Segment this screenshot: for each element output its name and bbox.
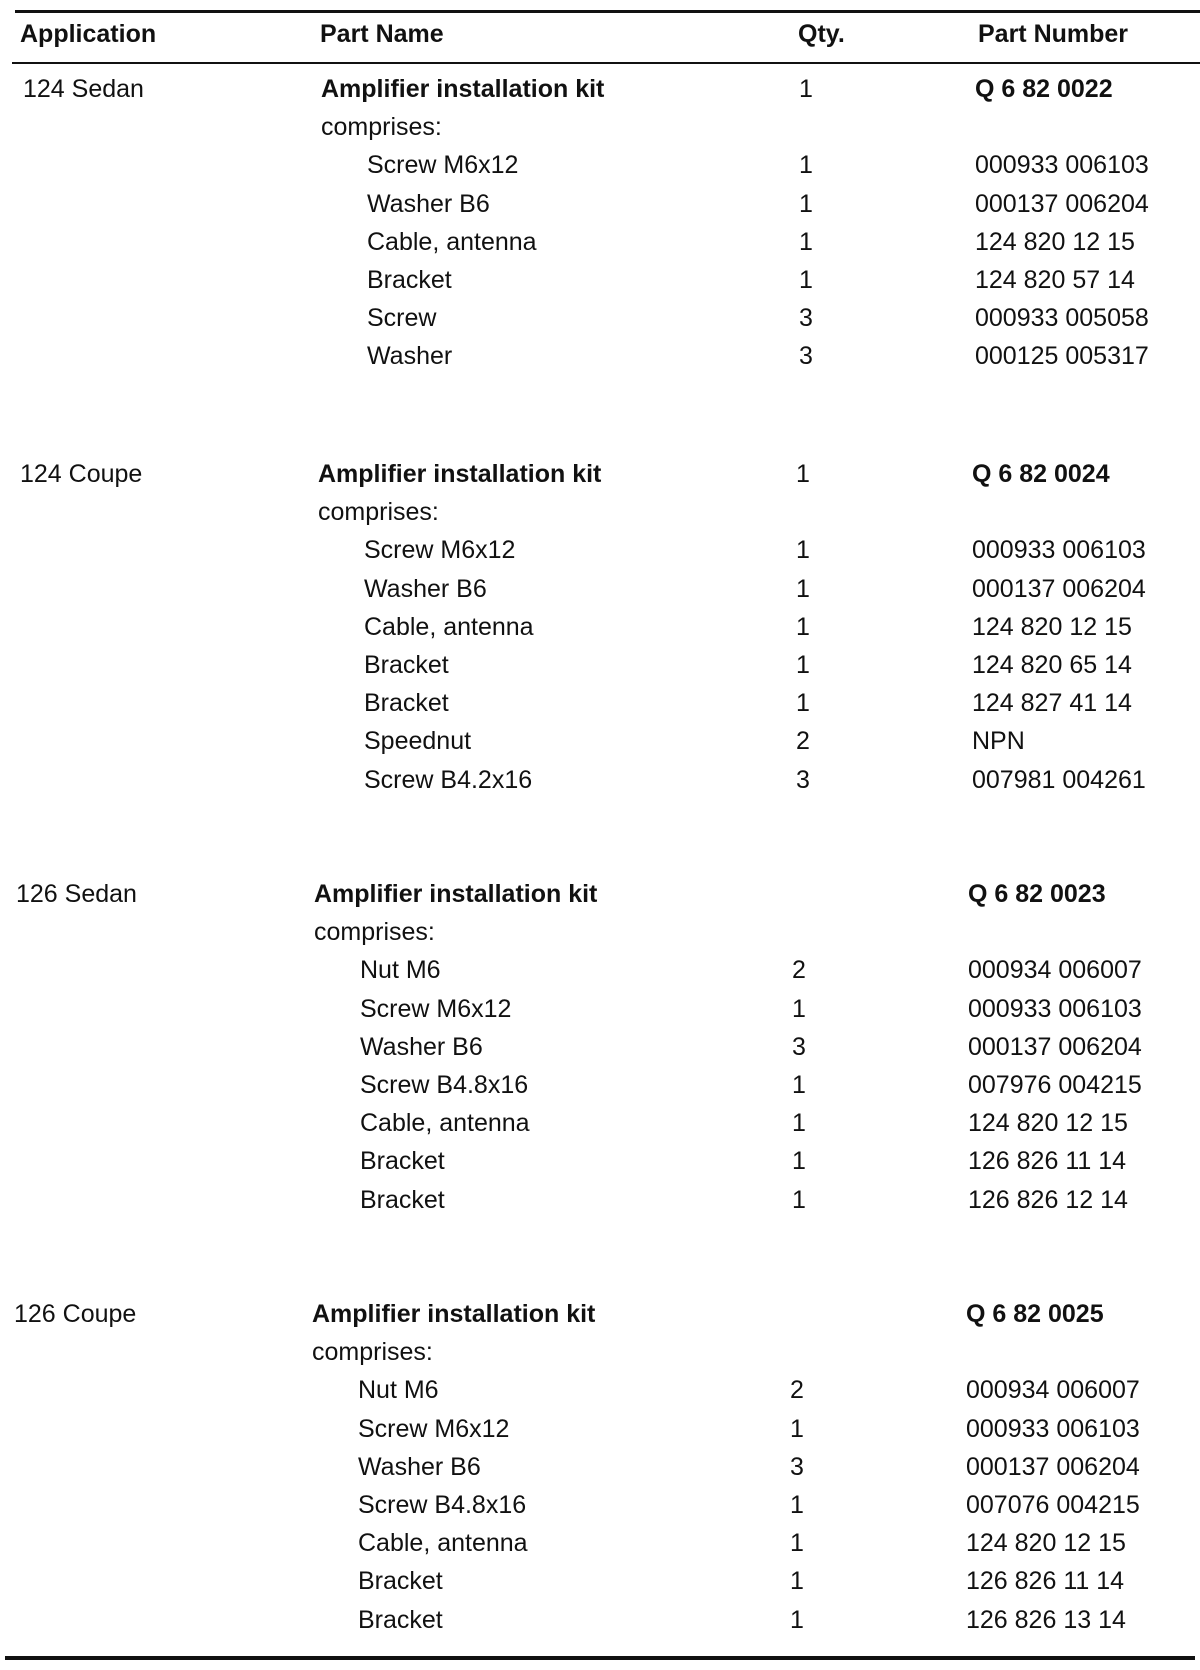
- part-name: Screw B4.8x16: [358, 1491, 527, 1519]
- part-name: Screw: [367, 304, 437, 333]
- kit-part-number: Q 6 82 0025: [966, 1300, 1104, 1328]
- part-qty: 1: [792, 1185, 806, 1214]
- table-row: [0, 684, 1200, 722]
- table-row: [0, 146, 1200, 184]
- part-name: Washer B6: [360, 1032, 483, 1061]
- part-number: 124 820 57 14: [975, 266, 1135, 294]
- part-name: Bracket: [358, 1605, 443, 1634]
- kit-qty: 1: [799, 75, 813, 103]
- kit-part-number: Q 6 82 0023: [968, 880, 1106, 908]
- part-number: 126 826 12 14: [968, 1185, 1128, 1214]
- comprises-row: [0, 1333, 1200, 1371]
- part-name: Screw M6x12: [367, 151, 519, 180]
- part-qty: 1: [796, 574, 810, 603]
- part-name: Bracket: [360, 1185, 445, 1214]
- kit-qty: 1: [796, 460, 810, 488]
- application-label: 126 Sedan: [16, 880, 137, 908]
- header-part-number: Part Number: [978, 20, 1129, 48]
- table-row: [0, 1524, 1200, 1562]
- part-number: 000933 006103: [975, 151, 1149, 180]
- application-label: 126 Coupe: [14, 1300, 137, 1328]
- part-number: 124 820 12 15: [968, 1109, 1128, 1138]
- kit-part-number: Q 6 82 0024: [972, 460, 1110, 488]
- part-qty: 1: [796, 651, 810, 679]
- part-name: Screw B4.8x16: [360, 1071, 529, 1099]
- header-part-name: Part Name: [320, 20, 444, 48]
- part-qty: 3: [796, 765, 810, 794]
- table-row: [0, 1142, 1200, 1180]
- comprises-row: [0, 493, 1200, 531]
- part-name: Cable, antenna: [358, 1529, 528, 1558]
- part-number: NPN: [972, 727, 1025, 756]
- table-row: [0, 299, 1200, 337]
- part-number: 124 820 12 15: [975, 227, 1135, 256]
- kit-part-number: Q 6 82 0022: [975, 75, 1113, 103]
- part-number: 126 826 11 14: [968, 1147, 1127, 1176]
- kit-name: Amplifier installation kit: [318, 460, 602, 488]
- table-row: [0, 608, 1200, 646]
- comprises-row: [0, 108, 1200, 146]
- part-number: 000934 006007: [966, 1376, 1140, 1405]
- part-name: Washer B6: [358, 1452, 481, 1481]
- kit-row: [0, 875, 1200, 913]
- part-number: 000933 006103: [972, 536, 1146, 565]
- part-number: 124 827 41 14: [972, 689, 1132, 718]
- part-name: Bracket: [367, 266, 452, 294]
- kit-name: Amplifier installation kit: [321, 75, 605, 103]
- part-qty: 1: [799, 189, 813, 218]
- part-name: Screw B4.2x16: [364, 765, 533, 794]
- part-name: Cable, antenna: [360, 1109, 530, 1138]
- part-name: Nut M6: [360, 956, 441, 985]
- application-label: 124 Coupe: [20, 460, 143, 488]
- part-number: 124 820 65 14: [972, 651, 1132, 679]
- kit-row: [0, 455, 1200, 493]
- comprises-row: [0, 913, 1200, 951]
- part-qty: 1: [790, 1567, 804, 1596]
- part-number: 000934 006007: [968, 956, 1142, 985]
- part-qty: 1: [799, 151, 813, 180]
- top-rule: [15, 10, 1200, 13]
- header-rule: [12, 62, 1200, 64]
- table-row: [0, 1181, 1200, 1219]
- part-qty: 1: [796, 612, 810, 641]
- part-name: Bracket: [358, 1567, 443, 1596]
- part-name: Bracket: [360, 1147, 445, 1176]
- part-qty: 1: [799, 227, 813, 256]
- part-qty: 3: [792, 1032, 806, 1061]
- table-row: [0, 261, 1200, 299]
- part-name: Screw M6x12: [358, 1414, 510, 1443]
- table-row: [0, 1448, 1200, 1486]
- kit-row: [0, 70, 1200, 108]
- table-row: [0, 722, 1200, 760]
- part-name: Cable, antenna: [367, 227, 537, 256]
- part-number: 000137 006204: [966, 1452, 1140, 1481]
- table-row: [0, 1410, 1200, 1448]
- table-row: [0, 1486, 1200, 1524]
- part-qty: 1: [790, 1529, 804, 1558]
- part-number: 000933 006103: [968, 994, 1142, 1023]
- part-name: Cable, antenna: [364, 612, 534, 641]
- part-number: 000137 006204: [968, 1032, 1142, 1061]
- table-row: [0, 761, 1200, 799]
- part-qty: 1: [792, 994, 806, 1023]
- bottom-rule: [5, 1656, 1195, 1660]
- part-qty: 1: [790, 1414, 804, 1443]
- table-row: [0, 990, 1200, 1028]
- part-qty: 1: [796, 689, 810, 718]
- part-name: Speednut: [364, 727, 472, 756]
- table-row: [0, 1562, 1200, 1600]
- header-application: Application: [20, 20, 157, 48]
- comprises-label: comprises:: [318, 498, 439, 527]
- part-qty: 1: [796, 536, 810, 565]
- table-row: [0, 337, 1200, 375]
- part-qty: 2: [790, 1376, 804, 1405]
- part-name: Nut M6: [358, 1376, 439, 1405]
- part-qty: 1: [799, 266, 813, 294]
- part-number: 124 820 12 15: [966, 1529, 1126, 1558]
- part-qty: 3: [799, 304, 813, 333]
- part-qty: 2: [796, 727, 810, 756]
- part-number: 007976 004215: [968, 1071, 1142, 1099]
- table-row: [0, 223, 1200, 261]
- part-qty: 3: [799, 342, 813, 371]
- part-qty: 2: [792, 956, 806, 985]
- comprises-label: comprises:: [321, 113, 442, 142]
- part-number: 126 826 13 14: [966, 1605, 1126, 1634]
- table-row: [0, 1601, 1200, 1639]
- part-name: Washer B6: [364, 574, 487, 603]
- part-number: 007981 004261: [972, 765, 1146, 794]
- table-row: [0, 951, 1200, 989]
- table-row: [0, 1028, 1200, 1066]
- part-number: 000137 006204: [975, 189, 1149, 218]
- comprises-label: comprises:: [314, 918, 435, 947]
- part-name: Screw M6x12: [360, 994, 512, 1023]
- table-row: [0, 570, 1200, 608]
- part-number: 000933 005058: [975, 304, 1149, 333]
- part-name: Washer B6: [367, 189, 490, 218]
- part-qty: 1: [790, 1491, 804, 1519]
- part-qty: 1: [790, 1605, 804, 1634]
- application-label: 124 Sedan: [23, 75, 144, 103]
- table-row: [0, 1104, 1200, 1142]
- part-qty: 1: [792, 1071, 806, 1099]
- part-qty: 1: [792, 1147, 806, 1176]
- part-number: 007076 004215: [966, 1491, 1140, 1519]
- header-qty: Qty.: [798, 20, 845, 48]
- comprises-label: comprises:: [312, 1338, 433, 1367]
- part-qty: 1: [792, 1109, 806, 1138]
- table-row: [0, 185, 1200, 223]
- kit-name: Amplifier installation kit: [314, 880, 598, 908]
- table-row: [0, 531, 1200, 569]
- part-number: 000137 006204: [972, 574, 1146, 603]
- part-number: 000125 005317: [975, 342, 1149, 371]
- part-number: 126 826 11 14: [966, 1567, 1125, 1596]
- table-row: [0, 646, 1200, 684]
- part-name: Screw M6x12: [364, 536, 516, 565]
- part-name: Bracket: [364, 689, 449, 718]
- table-header: [0, 16, 1200, 56]
- part-name: Washer: [367, 342, 453, 371]
- kit-row: [0, 1295, 1200, 1333]
- part-name: Bracket: [364, 651, 449, 679]
- table-row: [0, 1066, 1200, 1104]
- kit-name: Amplifier installation kit: [312, 1300, 596, 1328]
- part-number: 124 820 12 15: [972, 612, 1132, 641]
- part-qty: 3: [790, 1452, 804, 1481]
- table-row: [0, 1371, 1200, 1409]
- part-number: 000933 006103: [966, 1414, 1140, 1443]
